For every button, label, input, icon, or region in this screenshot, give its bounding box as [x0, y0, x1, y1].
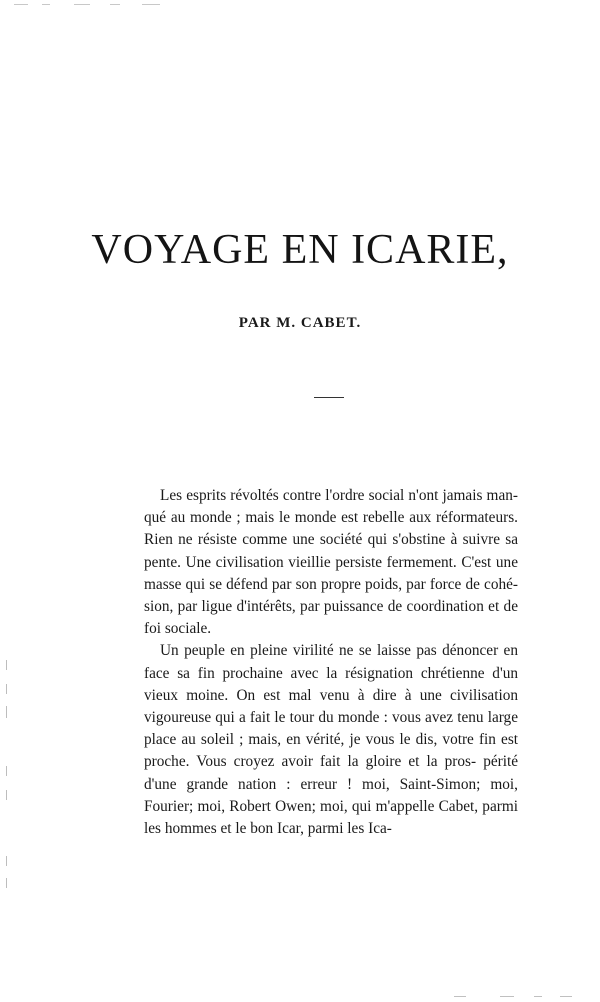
page-title: VOYAGE EN ICARIE,: [91, 227, 509, 273]
text-line: pente. Une civilisation vieillie persiste fermement. C'est une: [144, 553, 518, 571]
section-divider: [314, 397, 344, 398]
paragraph-2: [144, 640, 518, 840]
text-line: Les esprits révoltés contre l'ordre social n'ont jamais man-: [160, 487, 518, 504]
text-line: périté d'une grande nation : erreur ! moi, Saint-Simon;: [144, 753, 519, 793]
text-line: Un peuple en pleine virilité ne se laisse pas dénoncer en: [160, 642, 518, 660]
scan-artifact-top: [14, 4, 174, 8]
text-line: foi sociale.: [144, 620, 212, 638]
text-line: Cabet, parmi les hommes et le bon Icar, parmi les Ica-: [144, 797, 518, 838]
text-line: moi, Fourier; moi, Robert Owen; moi, qui m'appelle: [144, 775, 518, 815]
text-line: vieux moine. On est mal venu à dire à une civilisation: [144, 686, 518, 704]
text-line: vigoureuse qui a fait le tour du monde : vous avez tenu: [144, 709, 484, 727]
text-line: fin est proche. Vous croyez avoir fait la gloire et la pros-: [144, 731, 519, 771]
author-byline: PAR M. CABET.: [238, 315, 362, 331]
body-text: [144, 485, 518, 840]
text-line: masse qui se défend par son propre poids, par force de cohé-: [144, 575, 518, 593]
text-line: face sa fin prochaine avec la résignation chrétienne d'un: [144, 664, 518, 682]
text-line: qué au monde ; mais le monde est rebelle aux réformateurs.: [144, 509, 518, 527]
text-line: sion, par ligue d'intérêts, par puissance de coordination et de: [144, 598, 518, 616]
paragraph-1: [144, 485, 518, 640]
text-line: Rien ne résiste comme une société qui s'obstine à suivre sa: [144, 531, 518, 549]
text-line: large place au soleil ; mais, en vérité, je vous le dis, votre: [144, 709, 518, 749]
